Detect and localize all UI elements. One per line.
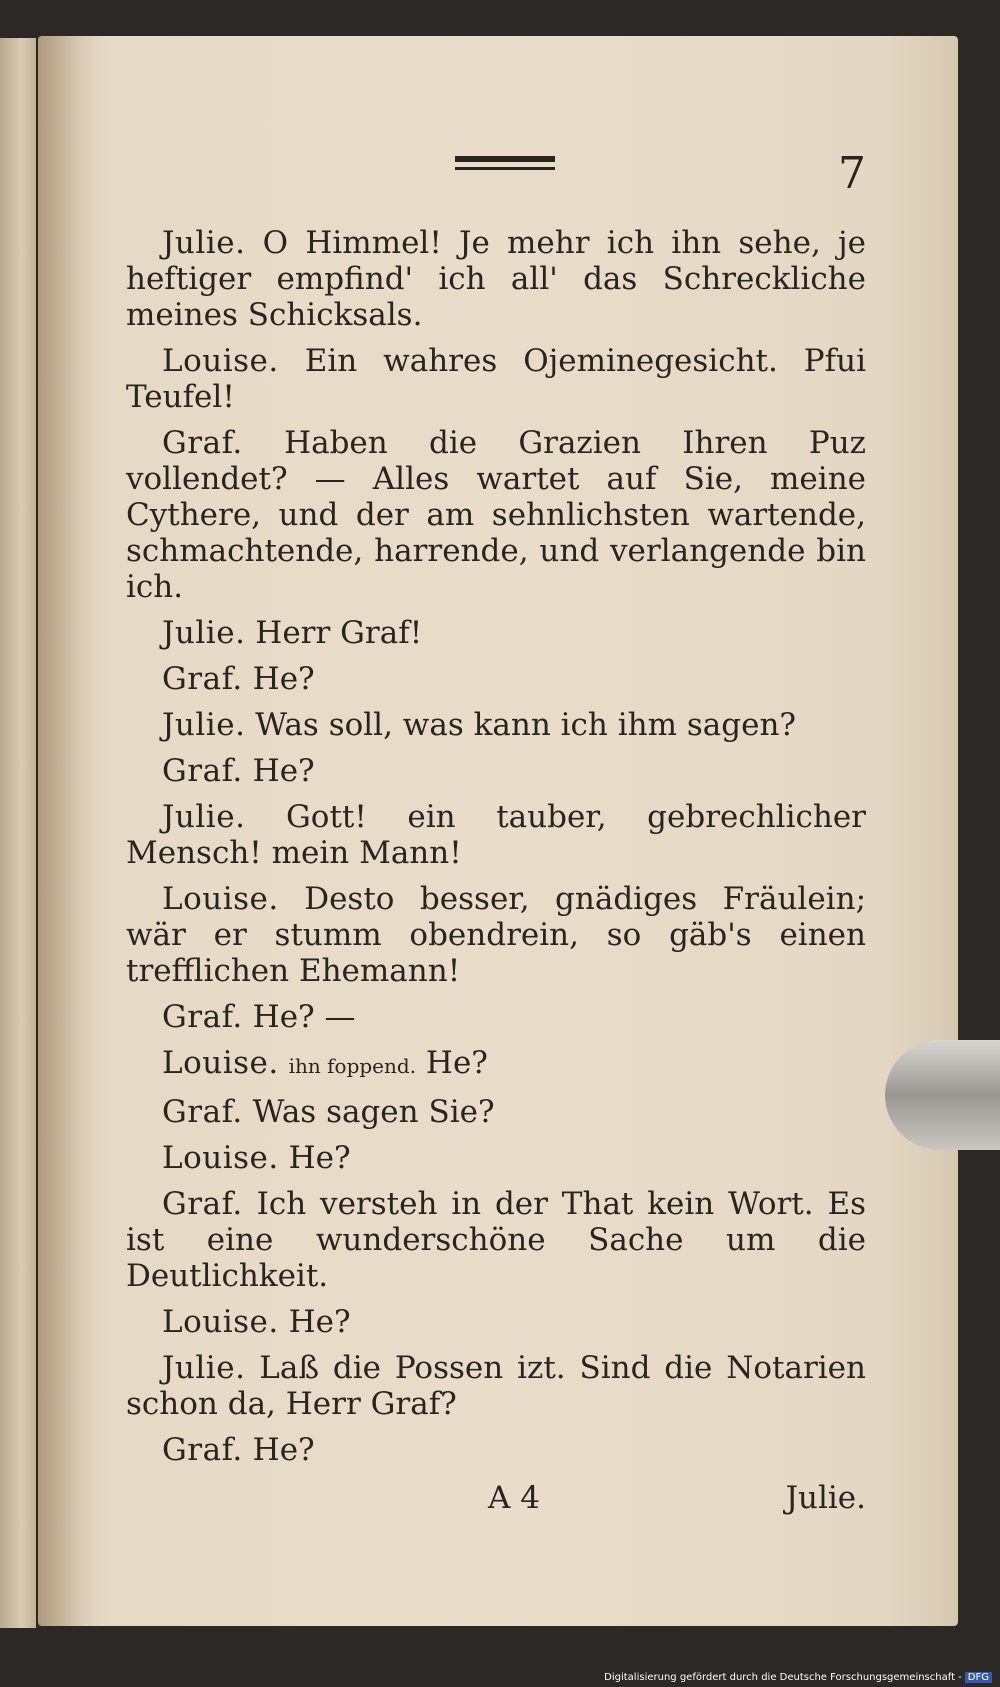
speaker-name: Graf. bbox=[162, 425, 243, 461]
line-text: Was soll, was kann ich ihm sagen? bbox=[255, 707, 797, 743]
line-text: O Himmel! Je mehr ich ihn sehe, je heftiger empfind' ich all' das Schreckliche meines Schicksals. bbox=[126, 225, 866, 333]
dfg-logo-icon: DFG bbox=[965, 1672, 992, 1683]
line-text: Gott! ein tauber, gebrechlicher Mensch! mein Mann! bbox=[126, 799, 867, 871]
line-text: He? bbox=[252, 661, 315, 697]
dialogue-line bbox=[126, 1432, 866, 1468]
speaker-name: Julie. bbox=[162, 615, 246, 651]
dialogue-line bbox=[126, 1186, 866, 1294]
line-text: Laß die Possen izt. Sind die Notarien schon da, Herr Graf? bbox=[126, 1350, 866, 1422]
line-text: He? bbox=[288, 1140, 351, 1176]
dialogue-line bbox=[126, 1304, 866, 1340]
page-footer bbox=[126, 1480, 866, 1520]
dialogue-line bbox=[126, 753, 866, 789]
speaker-name: Graf. bbox=[162, 1094, 243, 1130]
line-text: Was sagen Sie? bbox=[252, 1094, 495, 1130]
speaker-name: Graf. bbox=[162, 1186, 243, 1222]
speaker-name: Louise. bbox=[162, 1140, 279, 1176]
speaker-name: Julie. bbox=[162, 707, 246, 743]
dialogue-line bbox=[126, 1045, 866, 1084]
line-text: He? bbox=[425, 1045, 488, 1081]
speaker-name: Louise. bbox=[162, 1045, 279, 1081]
dialogue-line bbox=[126, 799, 866, 871]
speaker-name: Graf. bbox=[162, 753, 243, 789]
line-text: He? — bbox=[252, 999, 356, 1035]
dialogue-line bbox=[126, 1140, 866, 1176]
line-text: He? bbox=[252, 1432, 315, 1468]
dialogue-line bbox=[126, 881, 866, 989]
page-number: 7 bbox=[838, 148, 866, 199]
line-text: Herr Graf! bbox=[255, 615, 423, 651]
page-clip bbox=[885, 1040, 1000, 1150]
dialogue-text bbox=[126, 225, 866, 1478]
dialogue-line bbox=[126, 343, 866, 415]
dialogue-line bbox=[126, 999, 866, 1035]
dialogue-line bbox=[126, 1350, 866, 1422]
speaker-name: Julie. bbox=[162, 1350, 246, 1386]
line-text: He? bbox=[252, 753, 315, 789]
dialogue-line bbox=[126, 707, 866, 743]
catchword: Julie. bbox=[785, 1480, 866, 1516]
line-text: Ein wahres Ojeminegesicht. Pfui Teufel! bbox=[126, 343, 867, 415]
speaker-name: Graf. bbox=[162, 1432, 243, 1468]
line-text: Desto besser, gnädiges Fräulein; wär er stumm obendrein, so gäb's einen trefflichen Ehemann! bbox=[126, 881, 867, 989]
credit-text: Digitalisierung gefördert durch die Deutsche Forschungsgemeinschaft - bbox=[604, 1672, 962, 1683]
stage-direction: ihn foppend. bbox=[288, 1054, 417, 1078]
speaker-name: Graf. bbox=[162, 661, 243, 697]
previous-page-edge bbox=[0, 38, 36, 1628]
signature-mark: A 4 bbox=[488, 1480, 540, 1516]
line-text: Haben die Grazien Ihren Puz vollendet? — Alles wartet auf Sie, meine Cythere, und der am sehnlichsten wartende, schmachtende, harrende, und verlangende bin ich. bbox=[126, 425, 866, 605]
dialogue-line bbox=[126, 225, 866, 333]
digitization-credit bbox=[604, 1672, 992, 1683]
speaker-name: Louise. bbox=[162, 343, 279, 379]
dialogue-line bbox=[126, 661, 866, 697]
line-text: Ich versteh in der That kein Wort. Es ist eine wunderschöne Sache um die Deutlichkeit. bbox=[126, 1186, 866, 1294]
header-rule bbox=[455, 156, 555, 170]
speaker-name: Julie. bbox=[162, 799, 246, 835]
dialogue-line bbox=[126, 425, 866, 605]
line-text: He? bbox=[288, 1304, 351, 1340]
dialogue-line bbox=[126, 1094, 866, 1130]
speaker-name: Graf. bbox=[162, 999, 243, 1035]
speaker-name: Julie. bbox=[162, 225, 246, 261]
dialogue-line bbox=[126, 615, 866, 651]
speaker-name: Louise. bbox=[162, 881, 279, 917]
speaker-name: Louise. bbox=[162, 1304, 279, 1340]
gutter-shadow bbox=[38, 36, 108, 1626]
